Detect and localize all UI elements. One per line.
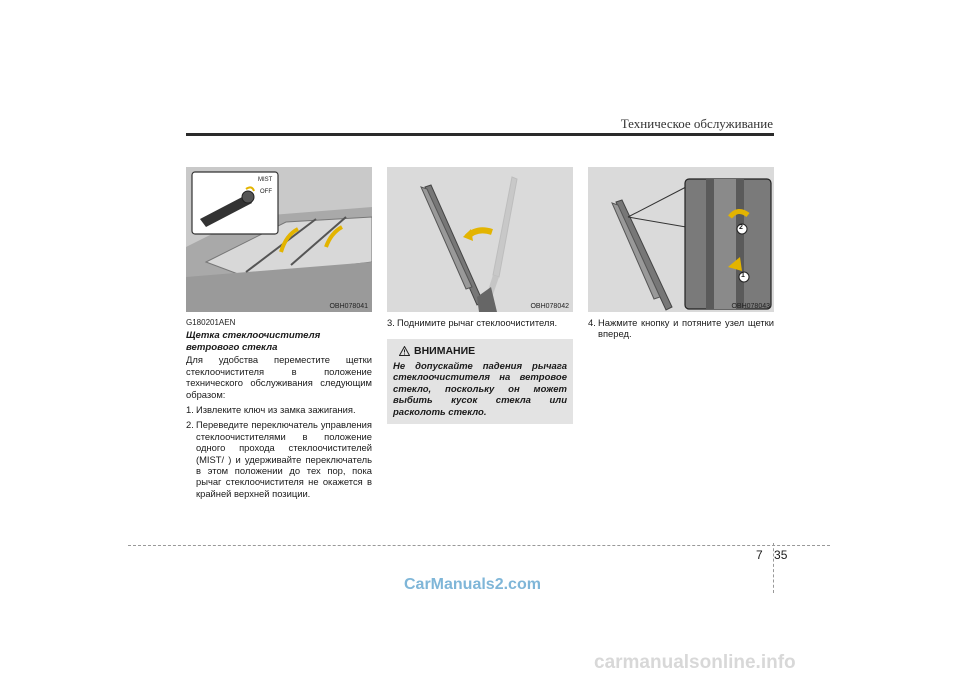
step-text: Извлеките ключ из замка зажигания. bbox=[196, 404, 356, 416]
section-title: Щетка стеклоочистителя ветрового стекла bbox=[186, 330, 321, 353]
step-4 bbox=[588, 317, 774, 340]
wiper-switch-illustration bbox=[186, 167, 372, 312]
step-3 bbox=[387, 317, 573, 328]
step-text: Поднимите рычаг стеклоочистителя. bbox=[397, 317, 558, 328]
footer-rule bbox=[128, 545, 830, 546]
figure-code: OBH078041 bbox=[329, 303, 368, 310]
text-column-2 bbox=[387, 317, 573, 328]
header-rule bbox=[186, 133, 774, 136]
warning-title: ВНИМАНИЕ bbox=[414, 345, 476, 357]
marker-1: 1 bbox=[741, 272, 745, 279]
figure-lift-wiper bbox=[387, 167, 573, 312]
figure-wiper-switch bbox=[186, 167, 372, 312]
figure-code: OBH078043 bbox=[731, 303, 770, 310]
warning-triangle-icon bbox=[399, 346, 410, 356]
section-code: G180201AEN bbox=[186, 318, 236, 327]
text-column-1 bbox=[186, 317, 372, 499]
warning-box bbox=[387, 339, 573, 424]
warning-header bbox=[399, 345, 567, 357]
intro-paragraph: Для удобства переместите щетки стеклоочистителя в положение технического обслуживания следующим образом: bbox=[186, 354, 372, 400]
step-number: 4. bbox=[588, 317, 596, 328]
step-number: 2. bbox=[186, 419, 194, 431]
step-1 bbox=[186, 404, 372, 415]
warning-text: Не допускайте падения рычага стеклоочистителя на ветровое стекло, поскольку он может выбить кусок стекла или расколоть стекло. bbox=[393, 361, 567, 418]
step-2 bbox=[186, 419, 372, 499]
watermark-text: carmanualsonline.info bbox=[594, 652, 796, 673]
off-label: OFF bbox=[260, 189, 272, 195]
step-text: Нажмите кнопку и потяните узел щетки вперед. bbox=[598, 317, 774, 340]
step-text: Переведите переключатель управления стеклоочистителями в положение одного прохода стеклоочистителей (MIST/ ) и удерживайте переключатель в этом положении до тех пор, пока рычаг стеклоочистителя не окажется в крайней верхней позиции. bbox=[196, 419, 372, 499]
step-number: 1. bbox=[186, 404, 194, 416]
watermark-link[interactable]: CarManuals2.com bbox=[404, 576, 541, 593]
remove-blade-illustration bbox=[588, 167, 774, 312]
mist-label: MIST bbox=[258, 177, 273, 183]
text-column-3 bbox=[588, 317, 774, 340]
figure-code: OBH078042 bbox=[530, 303, 569, 310]
lift-wiper-illustration bbox=[387, 167, 573, 312]
step-number: 3. bbox=[387, 317, 395, 328]
marker-2: 2 bbox=[739, 224, 743, 231]
page-number-value: 35 bbox=[774, 548, 788, 562]
chapter-number: 7 bbox=[756, 548, 763, 562]
page-number bbox=[756, 548, 787, 562]
header-title: Техническое обслуживание bbox=[620, 116, 773, 131]
figure-remove-blade bbox=[588, 167, 774, 312]
